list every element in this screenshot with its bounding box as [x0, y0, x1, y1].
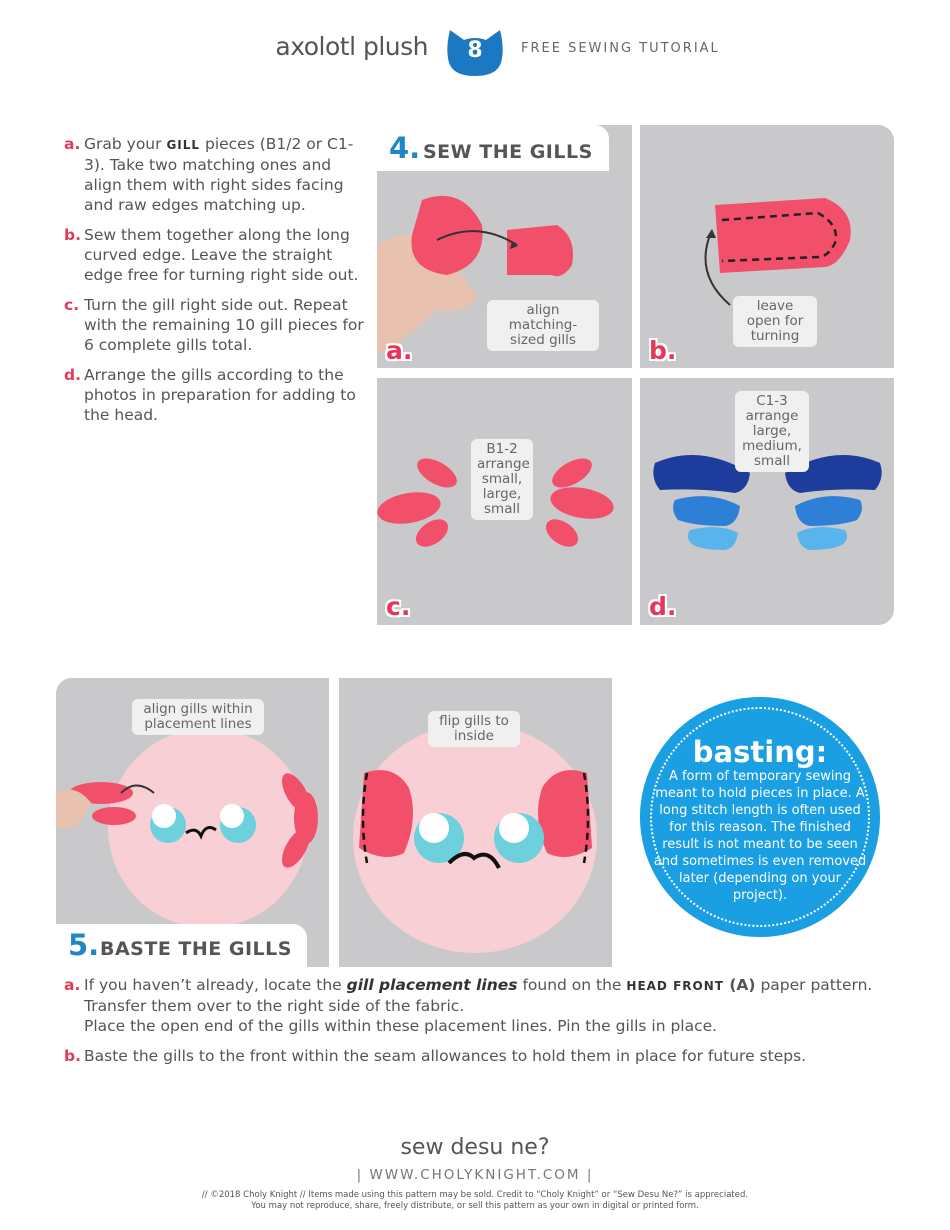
basting-text: A form of temporary sewing meant to hold pieces in place. A long stitch length is often used for this reason. The finished result is not meant to be seen and sometimes is even removed later (depending on your project).	[653, 769, 867, 903]
emphasis-text: gill placement lines	[346, 976, 518, 994]
step-text: paper pattern.	[755, 976, 873, 994]
step-text: (A)	[723, 976, 756, 994]
section5-number: 5.	[68, 928, 100, 962]
photo-label-4d: d.	[649, 592, 677, 621]
step-letter: a.	[64, 976, 81, 994]
step-4d	[64, 365, 364, 425]
page-number: 8	[467, 38, 483, 63]
section4-title: SEW THE GILLS	[423, 141, 593, 163]
step-4a	[64, 134, 364, 215]
pattern-piece-name: HEAD FRONT	[626, 979, 724, 993]
caption-5-left: align gills within placement lines	[132, 699, 264, 735]
step-text: Arrange the gills according to the photos in preparation for adding to the head.	[84, 366, 356, 424]
caption-5-right: flip gills to inside	[428, 711, 520, 747]
photo-label-4c: c.	[386, 592, 411, 621]
step-5b	[64, 1046, 884, 1066]
caption-4a: align matching-sized gills	[487, 300, 599, 351]
step-text: Baste the gills to the front within the seam allowances to hold them in place for future steps.	[84, 1047, 807, 1065]
document-title: axolotl plush	[275, 32, 428, 61]
section4-number: 4.	[389, 131, 421, 165]
document-subtitle: FREE SEWING TUTORIAL	[521, 41, 720, 56]
step-text: Sew them together along the long curved edge. Leave the straight edge free for turning right side out.	[84, 226, 359, 284]
section5-steps	[64, 975, 884, 1076]
footer-copyright	[0, 1190, 950, 1212]
caption-4d: C1-3 arrange large, medium, small	[735, 391, 809, 472]
pattern-piece-name: GILL	[166, 138, 201, 152]
step-text: Grab your	[84, 135, 167, 153]
photo-label-4a: a.	[386, 336, 413, 365]
step-text: found on the	[517, 976, 627, 994]
step-text: Transfer them over to the right side of the fabric.	[84, 997, 465, 1015]
section5-title: BASTE THE GILLS	[100, 938, 292, 960]
step-4c	[64, 295, 364, 355]
step-letter: d.	[64, 366, 81, 384]
step-5a	[64, 975, 884, 1036]
step-text: If you haven’t already, locate the	[84, 976, 347, 994]
copyright-line-1: // ©2018 Choly Knight // Items made using this pattern may be sold. Credit to “Choly Knight” or “Sew Desu Ne?” is appreciated.	[201, 1190, 749, 1200]
step-letter: b.	[64, 226, 81, 244]
step-text: Turn the gill right side out. Repeat with the remaining 10 gill pieces for 6 complete gills total.	[84, 296, 364, 354]
section4-steps	[64, 134, 364, 435]
step-text: pieces (B1/2 or C1-3). Take two matching ones and align them with right sides facing and raw edges matching up.	[84, 135, 354, 214]
basting-title: basting:	[692, 735, 828, 769]
footer-brand: sew desu ne?	[400, 1135, 550, 1160]
step-letter: c.	[64, 296, 80, 314]
footer-website-link[interactable]: | WWW.CHOLYKNIGHT.COM |	[356, 1167, 594, 1183]
photo-label-4b: b.	[649, 336, 677, 365]
copyright-line-2: You may not reproduce, share, freely distribute, or sell this pattern as your own in digital or printed form.	[251, 1201, 699, 1211]
step-4b	[64, 225, 364, 285]
caption-4b: leave open for turning	[733, 296, 817, 347]
step-letter: a.	[64, 135, 81, 153]
step-letter: b.	[64, 1047, 81, 1065]
caption-4c: B1-2 arrange small, large, small	[471, 439, 533, 520]
step-text: Place the open end of the gills within these placement lines. Pin the gills in place.	[84, 1017, 718, 1035]
